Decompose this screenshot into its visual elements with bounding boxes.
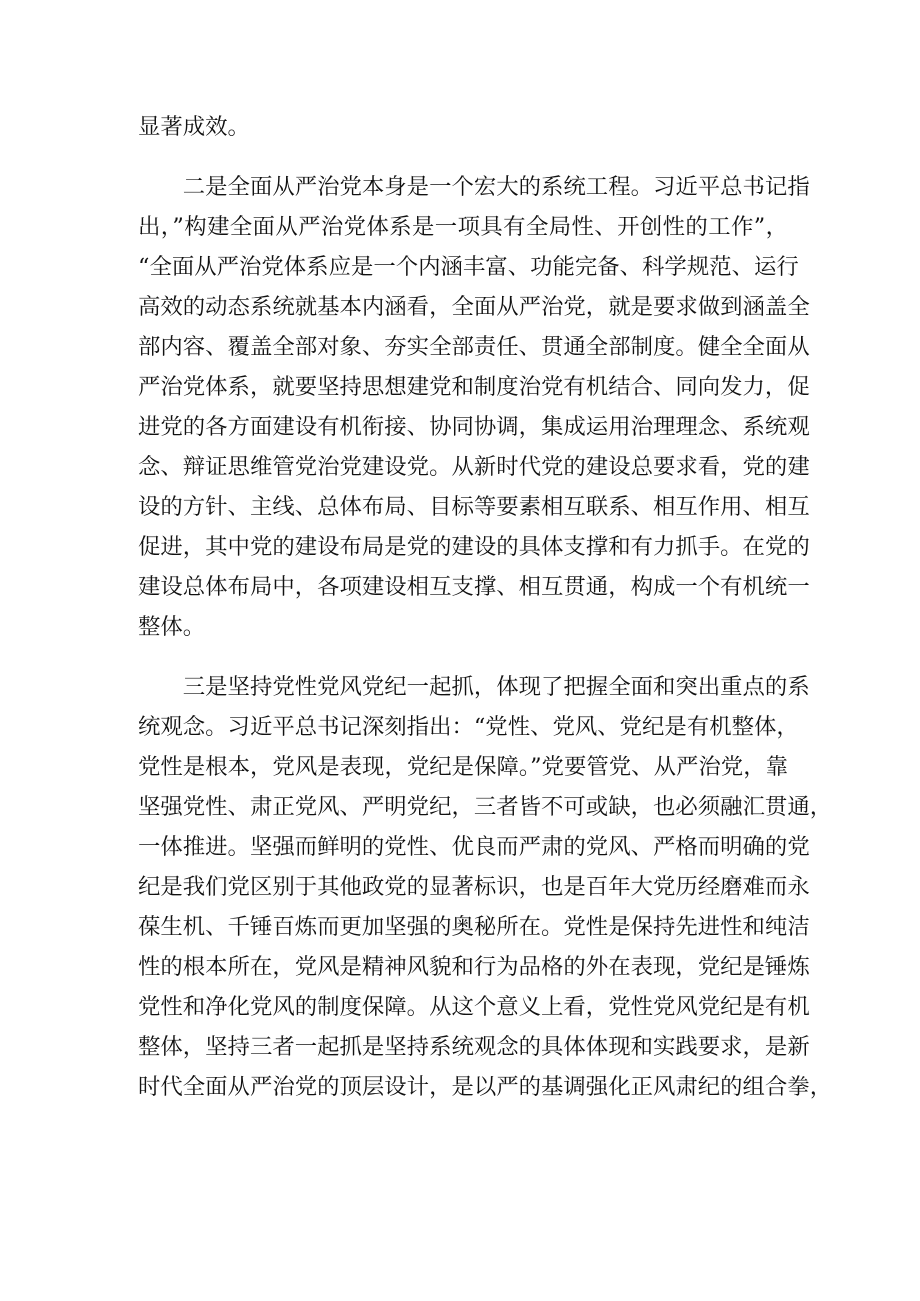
text-line: 统观念。习近平总书记深刻指出：“党性、党风、党纪是有机整体， bbox=[138, 714, 799, 740]
text-line: 性的根本所在，党风是精神风貌和行为品格的外在表现，党纪是锤炼 bbox=[138, 954, 810, 980]
text-line: 设的方针、主线、总体布局、目标等要素相互联系、相互作用、相互 bbox=[138, 494, 810, 520]
text-line: 显著成效。 bbox=[138, 114, 250, 140]
text-line: 党性是根本，党风是表现，党纪是保障。”党要管党、从严治党，靠 bbox=[138, 754, 788, 780]
text-line: 党性和净化党风的制度保障。从这个意义上看，党性党风党纪是有机 bbox=[138, 994, 810, 1020]
text-line: 建设总体布局中，各项建设相互支撑、相互贯通，构成一个有机统一 bbox=[138, 574, 810, 600]
text-line: “全面从严治党体系应是一个内涵丰富、功能完备、科学规范、运行 bbox=[138, 254, 799, 280]
text-line: 高效的动态系统就基本内涵看，全面从严治党，就是要求做到涵盖全 bbox=[138, 294, 810, 320]
text-line: 纪是我们党区别于其他政党的显著标识，也是百年大党历经磨难而永 bbox=[138, 874, 810, 900]
text-line: 时代全面从严治党的顶层设计，是以严的基调强化正风肃纪的组合拳， bbox=[138, 1074, 833, 1100]
text-line: 二是全面从严治党本身是一个宏大的系统工程。习近平总书记指 bbox=[138, 174, 810, 200]
text-line: 葆生机、千锤百炼而更加坚强的奥秘所在。党性是保持先进性和纯洁 bbox=[138, 914, 810, 940]
text-line: 念、辩证思维管党治党建设党。从新时代党的建设总要求看，党的建 bbox=[138, 454, 810, 480]
text-line: 出，”构建全面从严治党体系是一项具有全局性、开创性的工作”， bbox=[138, 214, 788, 240]
text-line: 整体，坚持三者一起抓是坚持系统观念的具体体现和实践要求，是新 bbox=[138, 1034, 810, 1060]
text-line: 进党的各方面建设有机衔接、协同协调，集成运用治理理念、系统观 bbox=[138, 414, 810, 440]
text-line: 三是坚持党性党风党纪一起抓，体现了把握全面和突出重点的系 bbox=[138, 674, 810, 700]
text-line: 促进，其中党的建设布局是党的建设的具体支撑和有力抓手。在党的 bbox=[138, 534, 810, 560]
text-line: 一体推进。坚强而鲜明的党性、优良而严肃的党风、严格而明确的党 bbox=[138, 834, 810, 860]
text-line: 严治党体系，就要坚持思想建党和制度治党有机结合、同向发力，促 bbox=[138, 374, 810, 400]
text-line: 部内容、覆盖全部对象、夯实全部责任、贯通全部制度。健全全面从 bbox=[138, 334, 810, 360]
text-line: 整体。 bbox=[138, 614, 206, 640]
text-line: 坚强党性、肃正党风、严明党纪，三者皆不可或缺，也必须融汇贯通， bbox=[138, 794, 833, 820]
